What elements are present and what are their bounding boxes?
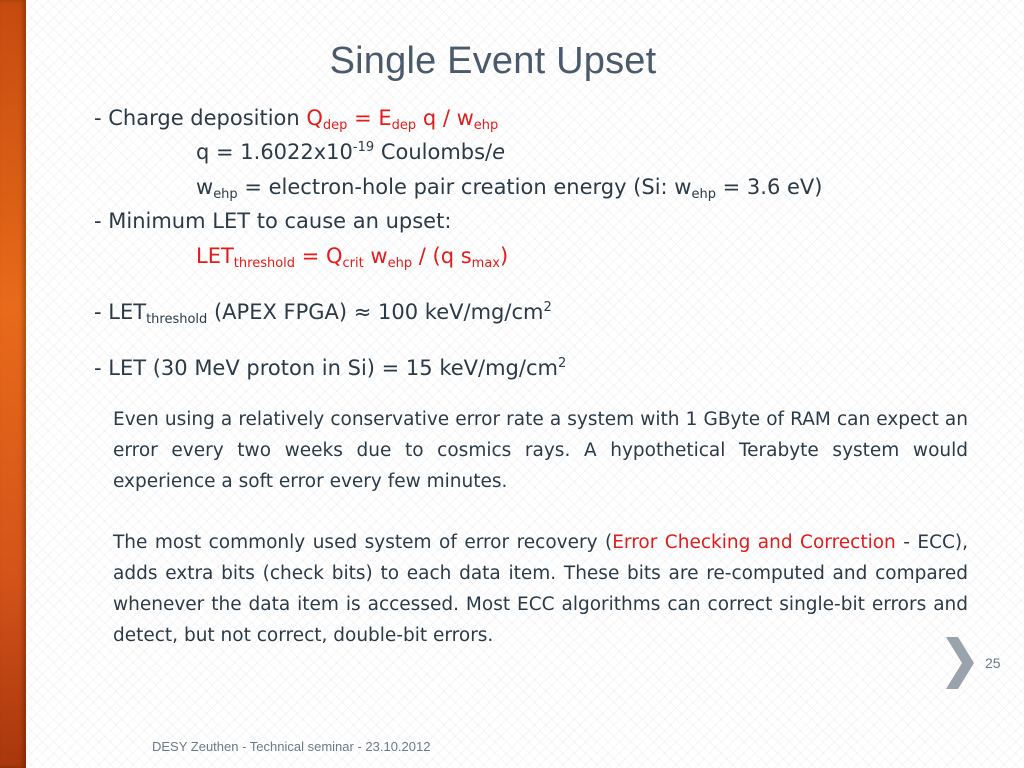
slide-edge-bar xyxy=(0,0,26,768)
bullet-proton-let: - LET (30 MeV proton in Si) = 15 keV/$mg/cm^2$ xyxy=(94,356,567,380)
bullet-charge-deposition: - Charge deposition $Q_{dep} = E_{dep}$ q / $w_{ehp}$ xyxy=(94,106,499,133)
chevron-right-icon[interactable] xyxy=(944,637,974,689)
bullet-minimum-let: - Minimum LET to cause an upset: xyxy=(94,209,452,233)
ecc-highlight: Error Checking and Correction xyxy=(612,532,896,553)
bullet-apex-let: - $LET_{threshold}$ (APEX FPGA) ≈ 100 keV/$mg/cm^2$ xyxy=(94,300,552,327)
paragraph-error-rate: Even using a relatively conservative error rate a system with 1 GByte of RAM can expect an error every two weeks due to cosmics rays. A hypothetical Terabyte system would experience a soft error every few minutes. xyxy=(113,409,968,492)
charge-constant-line: $q = 1.6022x10^{-19}$ Coulombs/e xyxy=(196,140,506,164)
slide-title: Single Event Upset xyxy=(329,40,657,82)
let-threshold-formula: $LET_{threshold} = Q_{crit}$ $w_{ehp} / (q$ $s_{max}$) xyxy=(196,244,509,271)
ehp-energy-line: $w_{ehp}$ = electron-hole pair creation energy (Si: $w_{ehp} = 3.6$ eV) xyxy=(196,175,823,202)
slide-footer: DESY Zeuthen - Technical seminar - 23.10.2012 xyxy=(152,739,431,754)
page-number: 25 xyxy=(985,655,1001,671)
paragraph-ecc: The most commonly used system of error recovery (Error Checking and Correction - ECC), adds extra bits (check bits) to each data item. These bits are re-computed and compared whenever the data item is accessed. Most ECC algorithms can correct single-bit errors and detect, but not correct, double-bit errors. xyxy=(113,532,969,646)
